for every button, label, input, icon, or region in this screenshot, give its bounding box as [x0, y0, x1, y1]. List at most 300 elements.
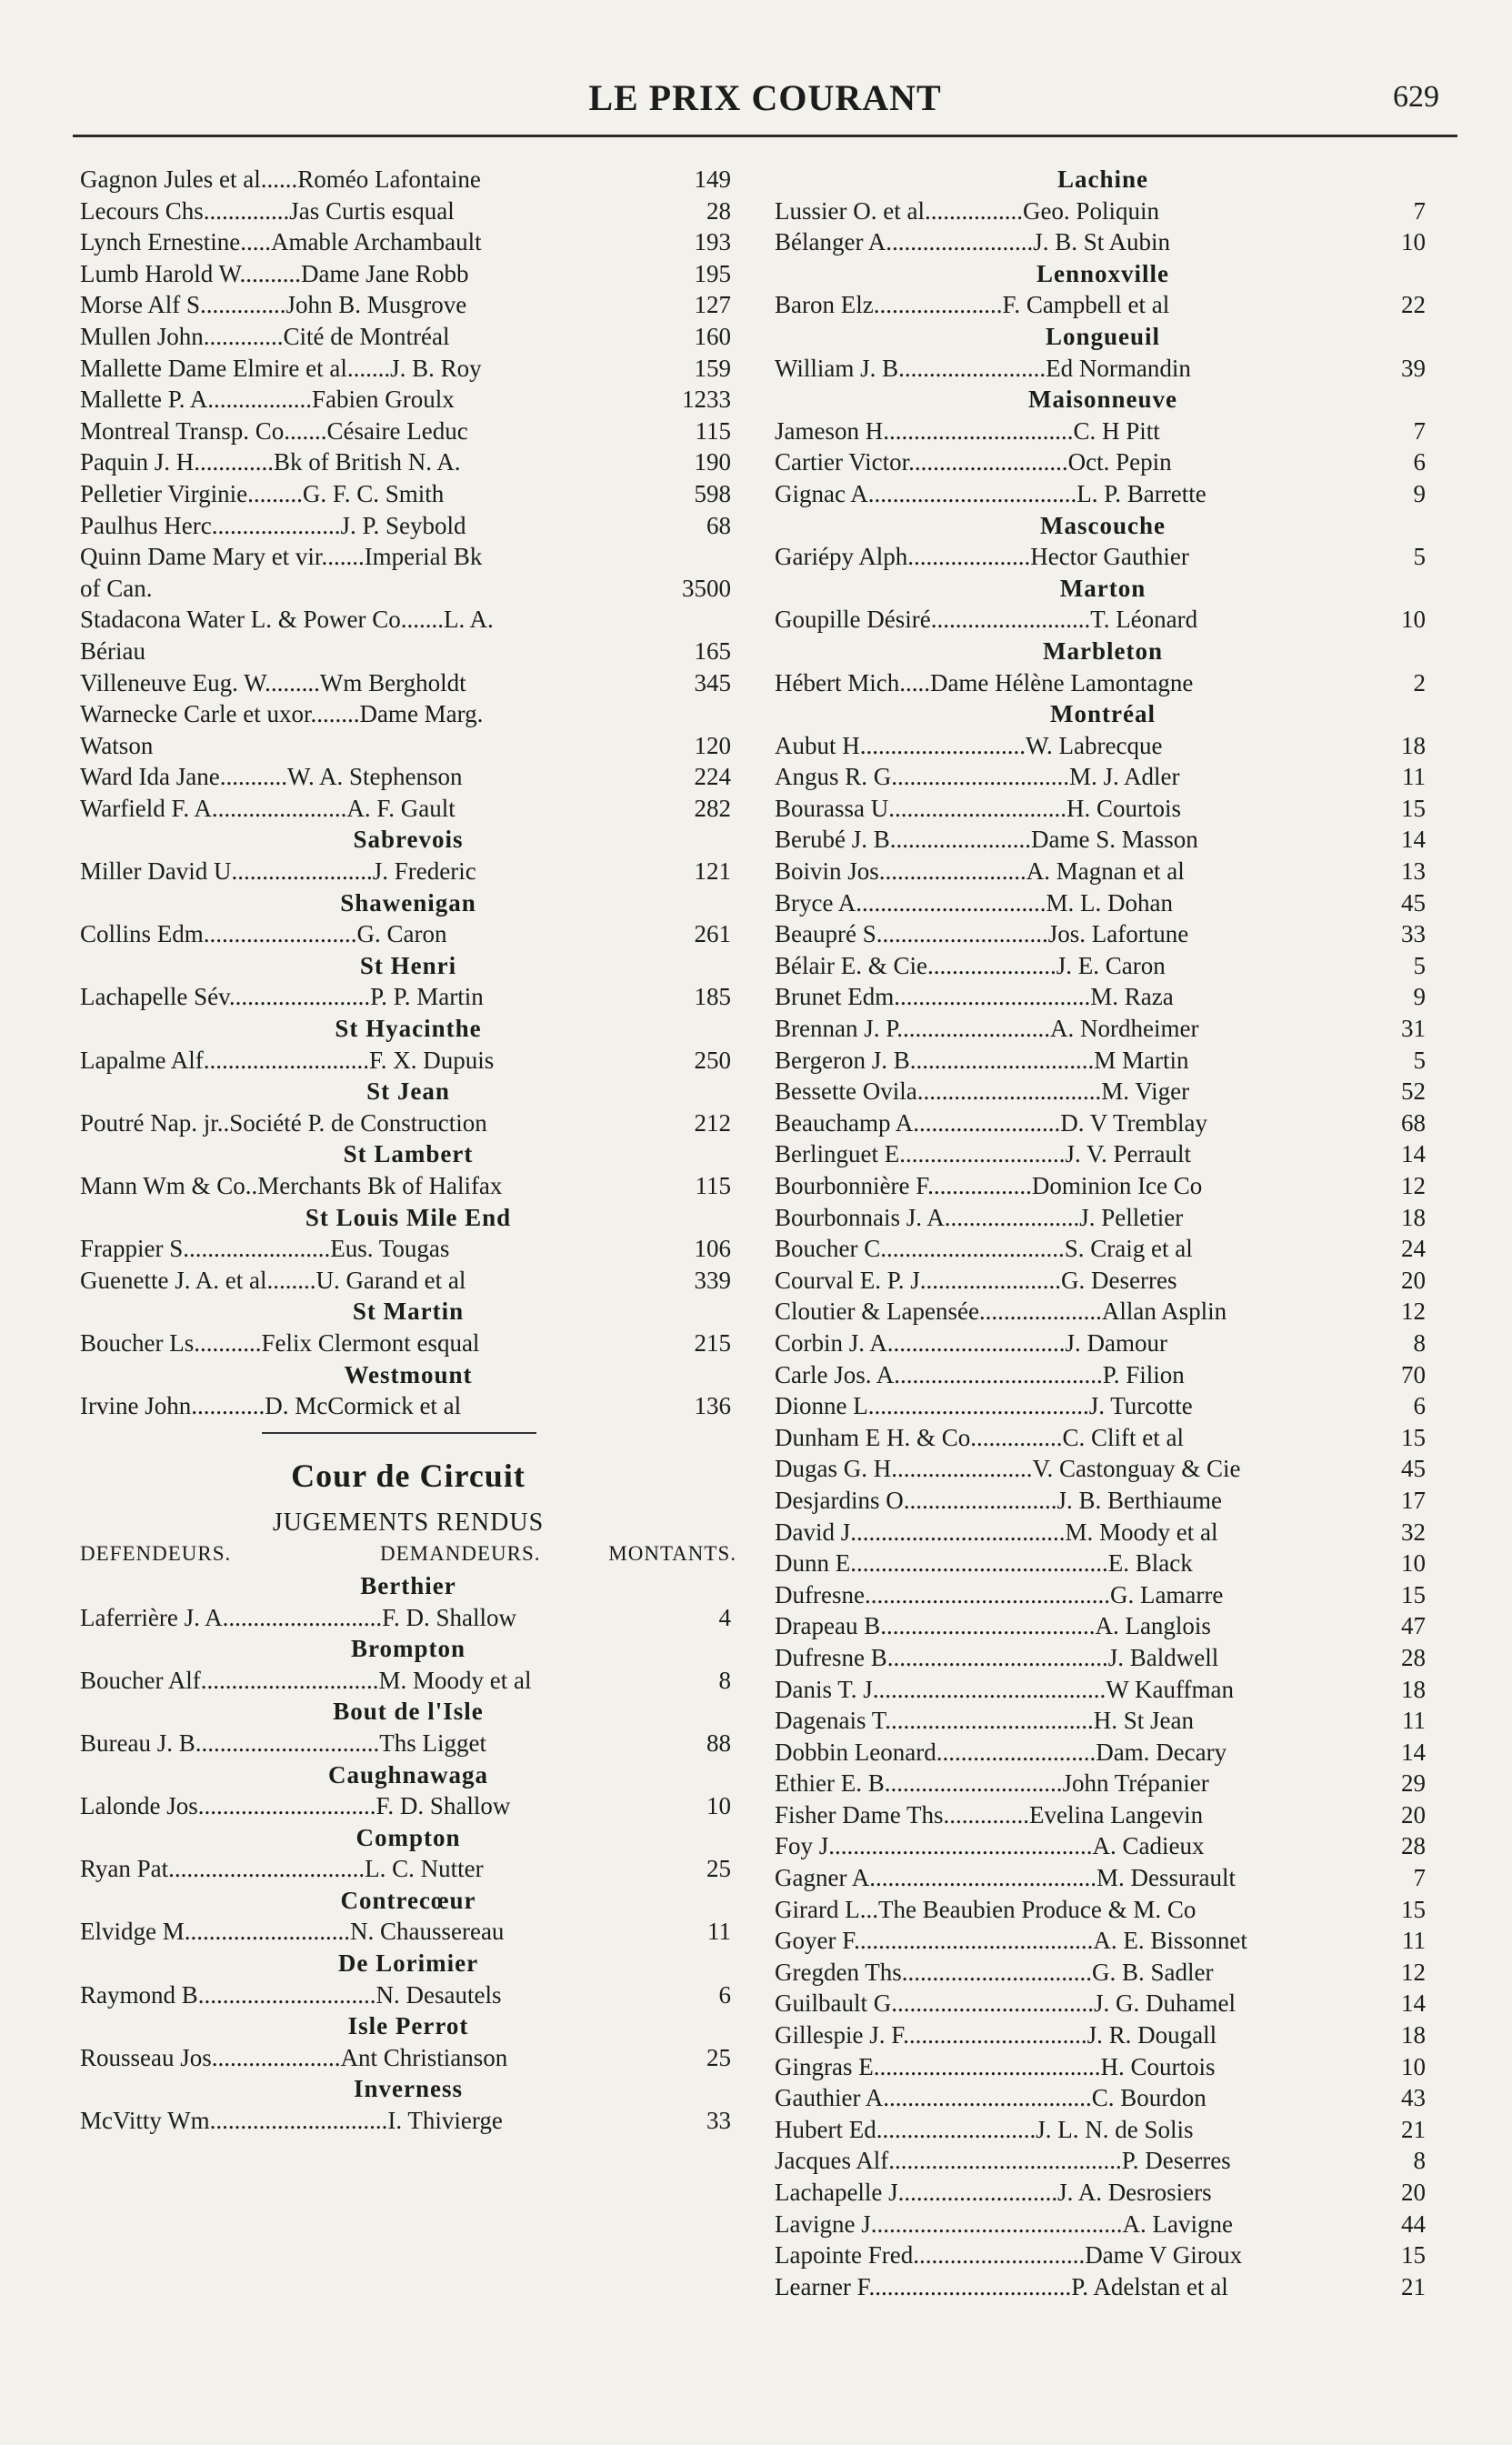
judgment-amount: 88 — [706, 1729, 731, 1757]
judgment-parties: Boucher C..............................S. Craig et al — [775, 1235, 1193, 1263]
judgment-row — [775, 226, 1431, 258]
locality-heading — [80, 1759, 736, 1791]
judgment-parties: Warnecke Carle et uxor........Dame Marg. — [80, 700, 484, 728]
judgment-parties: Boivin Jos........................A. Magnan et al — [775, 857, 1185, 886]
judgment-row — [775, 761, 1431, 793]
judgment-row — [775, 1830, 1431, 1862]
judgment-amount: 5 — [1413, 543, 1426, 571]
judgment-amount: 115 — [695, 1172, 731, 1199]
judgment-parties: Aubut H...........................W. Labrecque — [775, 731, 1163, 759]
page-number: 629 — [1393, 80, 1439, 114]
judgment-amount: 8 — [1413, 1328, 1426, 1357]
judgment-parties: Dunn E..........................................E. Black — [775, 1549, 1193, 1578]
locality-name: Shawenigan — [340, 888, 476, 917]
judgment-row — [775, 1107, 1431, 1139]
locality-heading — [80, 1570, 736, 1602]
judgment-amount: 21 — [1401, 2272, 1426, 2300]
judgment-amount: 28 — [1401, 1643, 1426, 1671]
locality-name: Longueuil — [1045, 322, 1161, 350]
judgment-parties: Bélanger A........................J. B. St Aubin — [775, 228, 1171, 256]
judgment-parties: Miller David U.......................J. Frederic — [80, 857, 476, 886]
judgment-row — [775, 2271, 1431, 2303]
locality-heading — [80, 1359, 736, 1391]
judgment-row — [80, 1665, 736, 1697]
judgment-parties: Villeneuve Eug. W.........Wm Bergholdt — [80, 668, 466, 696]
judgment-amount: 17 — [1401, 1486, 1426, 1514]
judgment-row — [775, 1390, 1431, 1422]
judgment-row — [775, 1202, 1431, 1234]
judgment-parties: Bourbonnais J. A......................J. Pelletier — [775, 1203, 1184, 1231]
locality-name: St Louis Mile End — [305, 1203, 512, 1231]
judgment-row — [775, 1610, 1431, 1642]
judgment-row — [775, 2051, 1431, 2083]
judgment-parties: Ward Ida Jane...........W. A. Stephenson — [80, 763, 463, 791]
judgment-row — [80, 289, 736, 321]
locality-name: Brompton — [350, 1635, 466, 1663]
judgment-parties: Paulhus Herc.....................J. P. Seybold — [80, 511, 466, 539]
judgment-parties: Dionne L....................................J. Turcotte — [775, 1392, 1193, 1420]
judgment-row — [80, 981, 736, 1013]
judgment-row — [775, 1296, 1431, 1328]
locality-heading — [775, 321, 1431, 353]
judgment-row — [775, 730, 1431, 762]
judgment-parties: Carle Jos. A..................................P. Filion — [775, 1360, 1185, 1388]
judgment-amount: 224 — [694, 763, 731, 791]
judgment-row — [775, 887, 1431, 919]
judgment-amount: 28 — [706, 196, 731, 225]
locality-heading — [80, 1948, 736, 1979]
judgment-parties: Lavigne J.........................................A. Lavigne — [775, 2210, 1233, 2238]
right-column-entries — [775, 164, 1431, 2302]
judgment-parties: Brunet Edm................................M. Raza — [775, 983, 1174, 1011]
locality-name: Montréal — [1050, 700, 1156, 728]
judgment-parties: Guenette J. A. et al........U. Garand et al — [80, 1266, 466, 1294]
locality-heading — [775, 258, 1431, 290]
judgment-parties: Corbin J. A.............................J. Damour — [775, 1328, 1167, 1357]
judgment-row — [80, 1602, 736, 1634]
judgment-row — [80, 1265, 736, 1297]
judgment-parties: Ethier E. B.............................John Trépanier — [775, 1769, 1209, 1798]
judgment-parties: Lachapelle Sév.......................P. P. Martin — [80, 983, 484, 1011]
judgment-parties: Bourassa U.............................H. Courtois — [775, 794, 1181, 822]
judgment-row — [775, 1548, 1431, 1579]
judgment-amount: 14 — [1401, 1140, 1426, 1168]
judgment-row — [80, 2105, 736, 2137]
judgment-parties: Gingras E.....................................H. Courtois — [775, 2052, 1216, 2080]
judgment-row — [775, 1453, 1431, 1485]
judgment-row — [775, 1485, 1431, 1517]
judgment-parties: Courval E. P. J.......................G. Deserres — [775, 1266, 1177, 1294]
locality-name: Sabrevois — [353, 826, 464, 854]
judgment-row — [775, 416, 1431, 447]
divider-line — [262, 1432, 536, 1434]
judgment-row — [775, 541, 1431, 573]
judgment-amount: 250 — [694, 1046, 731, 1074]
locality-name: St Jean — [366, 1077, 450, 1106]
left-column-entries — [80, 164, 736, 2137]
judgment-amount: 11 — [1402, 1927, 1426, 1955]
judgment-parties: Baron Elz.....................F. Campbell et al — [775, 291, 1170, 319]
judgment-row — [775, 1768, 1431, 1799]
locality-name: Marton — [1059, 574, 1147, 602]
judgment-row — [80, 510, 736, 542]
judgment-parties: Dagenais T..................................H. St Jean — [775, 1707, 1194, 1735]
judgment-row — [775, 1957, 1431, 1989]
judgment-amount: 45 — [1401, 1455, 1426, 1483]
judgment-row — [80, 1916, 736, 1948]
judgment-parties: Gagnon Jules et al......Roméo Lafontaine — [80, 165, 481, 193]
judgment-row — [80, 321, 736, 353]
locality-name: St Henri — [359, 951, 457, 979]
judgment-parties: Bélair E. & Cie.....................J. E. Caron — [775, 951, 1166, 979]
judgment-row — [80, 258, 736, 290]
page-header — [73, 71, 1457, 137]
judgment-amount: 20 — [1401, 1266, 1426, 1294]
judgment-row — [775, 2082, 1431, 2114]
judgment-row — [80, 1107, 736, 1139]
judgment-parties: Learner F.................................P. Adelstan et al — [775, 2272, 1228, 2300]
judgment-parties: Warfield F. A......................A. F. Gault — [80, 794, 456, 822]
judgment-row — [775, 1517, 1431, 1548]
judgment-row — [80, 1728, 736, 1759]
judgment-parties: Lapointe Fred............................Dame V Giroux — [775, 2241, 1243, 2270]
judgment-row — [775, 1674, 1431, 1706]
judgment-amount: 149 — [694, 165, 731, 193]
judgment-amount: 15 — [1401, 794, 1426, 822]
judgment-row — [775, 1799, 1431, 1831]
judgment-row — [775, 1988, 1431, 2019]
judgment-row — [775, 289, 1431, 321]
judgment-row — [775, 1013, 1431, 1045]
judgment-amount: 52 — [1401, 1077, 1426, 1106]
judgment-amount: 18 — [1401, 1203, 1426, 1231]
judgment-parties: Fisher Dame Ths..............Evelina Langevin — [775, 1800, 1204, 1829]
judgment-row — [775, 1894, 1431, 1926]
judgment-parties: of Can. — [80, 574, 153, 602]
judgment-parties: Brennan J. P.........................A. Nordheimer — [775, 1015, 1199, 1043]
judgment-amount: 598 — [694, 479, 731, 507]
judgment-parties: Angus R. G.............................M. J. Adler — [775, 763, 1180, 791]
page-title: LE PRIX COURANT — [588, 77, 942, 118]
locality-heading — [80, 1202, 736, 1234]
judgment-parties: Lumb Harold W..........Dame Jane Robb — [80, 259, 469, 287]
judgment-parties: Bureau J. B..............................Ths Ligget — [80, 1729, 486, 1757]
judgment-parties: Raymond B.............................N. Desautels — [80, 1980, 502, 2009]
judgment-parties: Gignac A..................................L. P. Barrette — [775, 479, 1207, 507]
locality-heading — [80, 1296, 736, 1328]
judgment-parties: Lynch Ernestine.....Amable Archambault — [80, 228, 482, 256]
judgment-amount: 10 — [1401, 606, 1426, 634]
judgment-parties: Montreal Transp. Co.......Césaire Leduc — [80, 416, 468, 445]
judgment-amount: 21 — [1401, 2115, 1426, 2143]
judgment-row — [775, 918, 1431, 950]
judgment-row — [80, 1170, 736, 1202]
judgment-row — [80, 761, 736, 793]
judgment-amount: 14 — [1401, 826, 1426, 854]
judgment-row — [80, 384, 736, 416]
judgment-amount: 31 — [1401, 1015, 1426, 1043]
judgment-amount: 45 — [1401, 888, 1426, 917]
judgment-parties: Poutré Nap. jr..Société P. de Construction — [80, 1108, 487, 1137]
judgment-parties: Bryce A...............................M. L. Dohan — [775, 888, 1173, 917]
locality-heading — [775, 698, 1431, 730]
judgment-amount: 12 — [1401, 1958, 1426, 1986]
judgment-amount: 22 — [1401, 291, 1426, 319]
judgment-row — [775, 2114, 1431, 2146]
judgment-row — [80, 1045, 736, 1077]
judgment-amount: 5 — [1413, 951, 1426, 979]
judgment-row — [80, 1390, 736, 1422]
judgment-parties: Gregden Ths...............................G. B. Sadler — [775, 1958, 1214, 1986]
judgment-amount: 14 — [1401, 1989, 1426, 2018]
judgment-amount: 9 — [1413, 479, 1426, 507]
judgment-parties: Laferrière J. A..........................F. D. Shallow — [80, 1603, 517, 1631]
judgment-row — [775, 2240, 1431, 2271]
judgment-row — [775, 1170, 1431, 1202]
judgment-parties: William J. B........................Ed Normandin — [775, 354, 1191, 382]
locality-heading — [80, 2073, 736, 2105]
judgment-row — [775, 1138, 1431, 1170]
header-defendants: DEFENDEURS. — [80, 1542, 232, 1566]
locality-name: Lennoxville — [1036, 259, 1169, 287]
judgment-row — [80, 2042, 736, 2074]
judgment-amount: 10 — [1401, 2052, 1426, 2080]
locality-name: Westmount — [344, 1360, 473, 1388]
locality-heading — [775, 573, 1431, 605]
judgment-parties: Stadacona Water L. & Power Co.......L. A. — [80, 606, 494, 634]
judgment-parties: David J...................................M. Moody et al — [775, 1518, 1218, 1546]
judgment-parties: Drapeau B...................................A. Langlois — [775, 1612, 1211, 1640]
judgment-row — [80, 730, 736, 762]
judgment-amount: 115 — [695, 416, 731, 445]
judgment-parties: Collins Edm.........................G. Caron — [80, 920, 447, 948]
judgment-row — [775, 1076, 1431, 1107]
judgment-amount: 190 — [694, 448, 731, 476]
judgment-amount: 11 — [1402, 763, 1426, 791]
judgment-parties: Dugas G. H.......................V. Castonguay & Cie — [775, 1455, 1241, 1483]
section-subtitle: JUGEMENTS RENDUS — [272, 1508, 545, 1537]
judgment-amount: 18 — [1401, 731, 1426, 759]
judgment-parties: Gauthier A..................................C. Bourdon — [775, 2084, 1207, 2112]
judgment-amount: 28 — [1401, 1832, 1426, 1860]
judgment-row — [775, 2145, 1431, 2177]
judgment-amount: 7 — [1413, 196, 1426, 225]
locality-name: Caughnawaga — [327, 1760, 489, 1789]
judgment-parties: Mallette P. A.................Fabien Groulx — [80, 386, 455, 414]
locality-heading — [80, 1633, 736, 1665]
judgment-row — [80, 1233, 736, 1265]
judgment-amount: 39 — [1401, 354, 1426, 382]
judgment-row — [80, 1328, 736, 1359]
judgment-amount: 29 — [1401, 1769, 1426, 1798]
judgment-row — [80, 698, 736, 730]
locality-name: Bout de l'Isle — [333, 1698, 484, 1726]
judgment-amount: 18 — [1401, 2021, 1426, 2049]
judgment-amount: 14 — [1401, 1738, 1426, 1766]
judgment-amount: 193 — [694, 228, 731, 256]
locality-name: Lachine — [1056, 165, 1148, 193]
judgment-row — [775, 1642, 1431, 1674]
locality-heading — [775, 384, 1431, 416]
locality-heading — [80, 1013, 736, 1045]
judgment-row — [775, 793, 1431, 825]
judgment-amount: 6 — [718, 1980, 731, 2009]
judgment-row — [80, 478, 736, 510]
judgment-amount: 106 — [694, 1235, 731, 1263]
judgment-amount: 15 — [1401, 2241, 1426, 2270]
judgment-parties: Lussier O. et al................Geo. Poliquin — [775, 196, 1159, 225]
judgment-amount: 8 — [718, 1666, 731, 1694]
judgment-amount: 43 — [1401, 2084, 1426, 2112]
judgment-parties: Elvidge M...........................N. Chaussereau — [80, 1918, 505, 1946]
judgment-amount: 1233 — [682, 386, 731, 414]
judgment-parties: Hébert Mich.....Dame Hélène Lamontagne — [775, 668, 1194, 696]
judgment-parties: Gagner A.....................................M. Dessurault — [775, 1864, 1236, 1892]
judgment-parties: Dufresne B....................................J. Baldwell — [775, 1643, 1219, 1671]
judgment-row — [80, 636, 736, 667]
judgment-parties: Gariépy Alph....................Hector Gauthier — [775, 543, 1189, 571]
judgment-row — [775, 824, 1431, 856]
judgment-row — [775, 1045, 1431, 1077]
judgment-parties: Jameson H...............................C. H Pitt — [775, 416, 1160, 445]
judgment-row — [775, 2209, 1431, 2240]
section-divider — [80, 1422, 736, 1444]
judgment-row — [775, 478, 1431, 510]
header-amounts: MONTANTS. — [608, 1542, 736, 1566]
judgment-parties: Frappier S........................Eus. Tougas — [80, 1235, 450, 1263]
locality-name: Mascouche — [1040, 511, 1166, 539]
locality-heading — [775, 164, 1431, 195]
judgment-row — [775, 1328, 1431, 1359]
judgment-parties: Desjardins O.........................J. B. Berthiaume — [775, 1486, 1222, 1514]
locality-name: Marbleton — [1043, 636, 1163, 665]
judgment-row — [775, 1579, 1431, 1611]
locality-heading — [80, 2010, 736, 2042]
judgment-parties: Berlinguet E...........................J. V. Perrault — [775, 1140, 1191, 1168]
left-column — [80, 164, 736, 2137]
judgment-row — [775, 604, 1431, 636]
judgment-parties: Goyer F.......................................A. E. Bissonnet — [775, 1927, 1247, 1955]
judgment-parties: Cloutier & Lapensée....................Allan Asplin — [775, 1298, 1227, 1326]
judgment-parties: Lapalme Alf...........................F. X. Dupuis — [80, 1046, 495, 1074]
locality-heading — [775, 510, 1431, 542]
judgment-parties: Pelletier Virginie.........G. F. C. Smith — [80, 479, 445, 507]
judgment-row — [775, 1233, 1431, 1265]
locality-name: De Lorimier — [337, 1949, 479, 1978]
judgment-amount: 15 — [1401, 1895, 1426, 1923]
locality-heading — [80, 1076, 736, 1107]
judgment-row — [775, 2177, 1431, 2209]
judgment-amount: 345 — [694, 668, 731, 696]
judgment-amount: 33 — [706, 2107, 731, 2135]
locality-name: Berthier — [360, 1571, 456, 1599]
judgment-amount: 10 — [1401, 228, 1426, 256]
judgment-row — [80, 195, 736, 227]
locality-heading — [80, 1696, 736, 1728]
judgment-parties: Boucher Alf.............................M. Moody et al — [80, 1666, 532, 1694]
right-column — [775, 164, 1431, 2302]
judgment-row — [80, 1853, 736, 1885]
judgment-parties: Paquin J. H.............Bk of British N. A. — [80, 448, 461, 476]
judgment-row — [775, 353, 1431, 385]
judgment-parties: Lalonde Jos.............................F. D. Shallow — [80, 1792, 511, 1820]
judgment-parties: Cartier Victor..........................Oct. Pepin — [775, 448, 1172, 476]
judgment-amount: 195 — [694, 259, 731, 287]
judgment-amount: 20 — [1401, 2179, 1426, 2206]
judgment-row — [775, 1359, 1431, 1391]
judgment-parties: Berubé J. B.......................Dame S. Masson — [775, 826, 1198, 854]
judgment-amount: 12 — [1401, 1172, 1426, 1199]
judgment-amount: 2 — [1413, 668, 1426, 696]
judgment-parties: Danis T. J......................................W Kauffman — [775, 1675, 1234, 1703]
locality-name: St Lambert — [343, 1140, 474, 1168]
judgment-parties: Guilbault G.................................J. G. Duhamel — [775, 1989, 1236, 2018]
judgment-parties: Ryan Pat................................L. C. Nutter — [80, 1855, 484, 1883]
judgment-amount: 121 — [694, 857, 731, 886]
judgment-parties: McVitty Wm.............................I. Thivierge — [80, 2107, 503, 2135]
judgment-amount: 11 — [1402, 1707, 1426, 1735]
judgment-parties: Quinn Dame Mary et vir.......Imperial Bk — [80, 543, 483, 571]
judgment-row — [80, 226, 736, 258]
judgment-row — [775, 195, 1431, 227]
judgment-parties: Mallette Dame Elmire et al.......J. B. Roy — [80, 354, 482, 382]
judgment-amount: 5 — [1413, 1046, 1426, 1074]
judgment-row — [80, 446, 736, 478]
judgment-parties: Irvine John............D. McCormick et al — [80, 1392, 462, 1420]
judgment-amount: 212 — [694, 1108, 731, 1137]
locality-name: Compton — [355, 1823, 461, 1851]
judgment-amount: 165 — [694, 636, 731, 665]
locality-heading — [80, 950, 736, 982]
locality-heading — [80, 824, 736, 856]
locality-name: Contrecœur — [340, 1886, 476, 1914]
judgment-amount: 47 — [1401, 1612, 1426, 1640]
judgment-amount: 4 — [718, 1603, 731, 1631]
judgment-amount: 7 — [1413, 416, 1426, 445]
judgment-row — [80, 1790, 736, 1822]
locality-heading — [80, 1822, 736, 1854]
judgment-parties: Girard L...The Beaubien Produce & M. Co — [775, 1895, 1197, 1923]
judgment-amount: 10 — [706, 1792, 731, 1820]
locality-heading — [80, 1885, 736, 1917]
locality-heading — [775, 636, 1431, 667]
judgment-row — [80, 793, 736, 825]
locality-name: St Martin — [352, 1298, 465, 1326]
judgment-amount: 3500 — [682, 574, 731, 602]
judgment-row — [775, 2019, 1431, 2051]
judgment-parties: Goupille Désiré..........................T. Léonard — [775, 606, 1198, 634]
judgment-row — [80, 856, 736, 887]
judgment-amount: 215 — [694, 1328, 731, 1357]
judgment-amount: 44 — [1401, 2210, 1426, 2238]
judgment-row — [80, 1979, 736, 2011]
judgment-parties: Bourbonnière F.................Dominion Ice Co — [775, 1172, 1203, 1199]
locality-name: Maisonneuve — [1027, 386, 1177, 414]
judgment-parties: Bessette Ovila..............................M. Viger — [775, 1077, 1190, 1106]
judgment-row — [775, 667, 1431, 699]
judgment-parties: Beaupré S............................Jos. Lafortune — [775, 920, 1189, 948]
judgment-parties: Gillespie J. F..............................J. R. Dougall — [775, 2021, 1217, 2049]
judgment-parties: Rousseau Jos.....................Ant Christianson — [80, 2043, 508, 2071]
locality-name: Inverness — [353, 2075, 463, 2103]
judgment-parties: Watson — [80, 731, 154, 759]
judgment-parties: Mullen John.............Cité de Montréal — [80, 322, 450, 350]
judgment-parties: Mann Wm & Co..Merchants Bk of Halifax — [80, 1172, 503, 1199]
judgment-amount: 33 — [1401, 920, 1426, 948]
judgment-amount: 13 — [1401, 857, 1426, 886]
judgment-row — [80, 667, 736, 699]
judgment-parties: Boucher Ls...........Felix Clermont esqual — [80, 1328, 480, 1357]
